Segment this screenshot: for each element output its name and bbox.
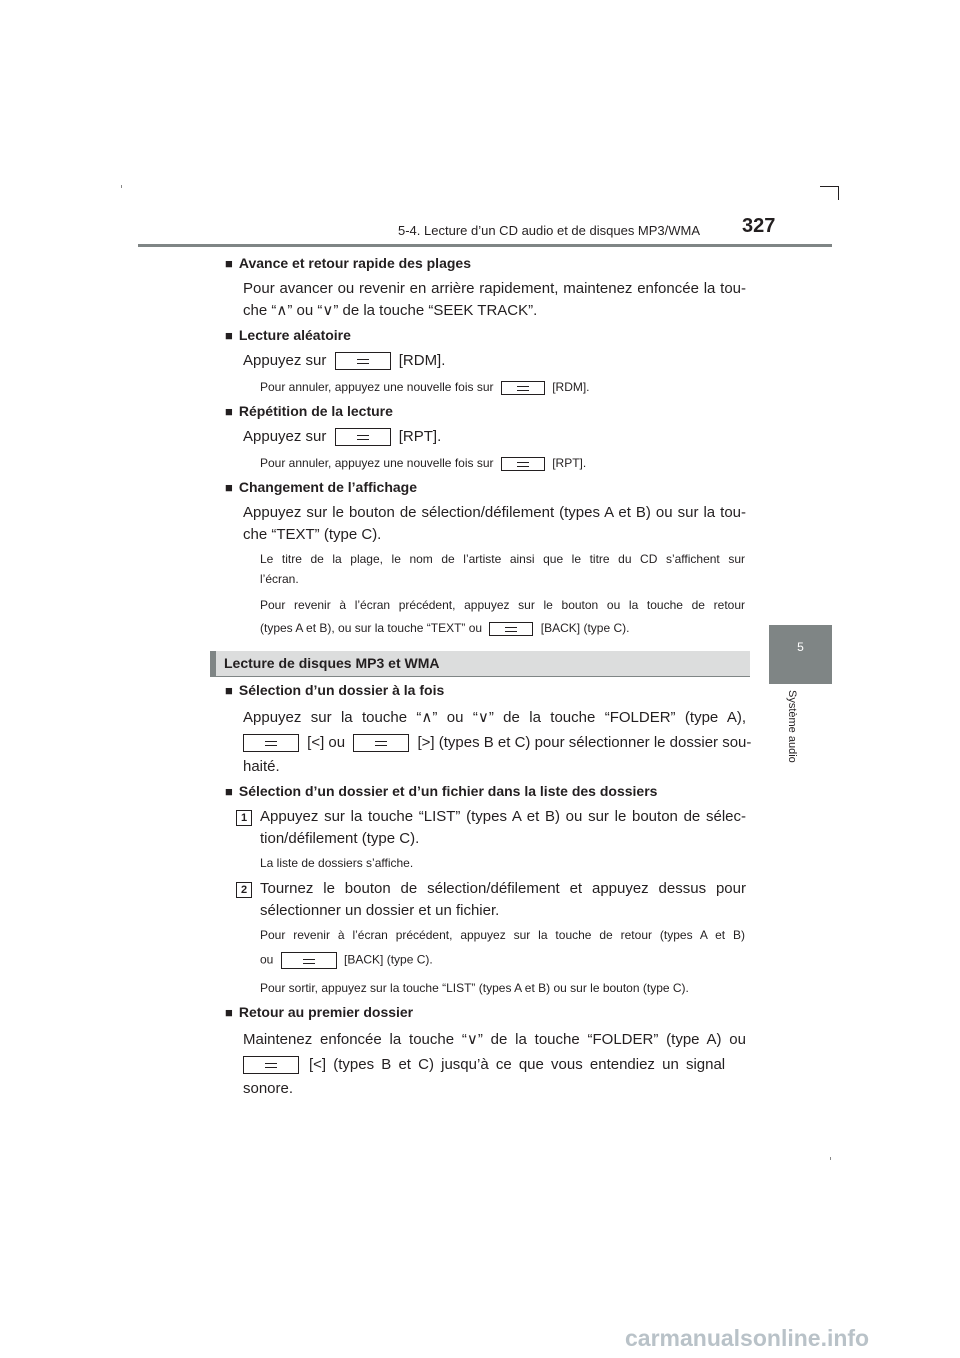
paragraph-line: sonore. xyxy=(243,1080,294,1097)
bullet-square-icon: ■ xyxy=(225,480,233,495)
back-button-icon xyxy=(489,622,533,636)
heading-fast-forward xyxy=(225,255,471,271)
section-title: 5-4. Lecture d’un CD audio et de disques MP3/WMA xyxy=(398,223,701,238)
prev-button-icon xyxy=(243,1056,299,1074)
note-suffix: [RDM]. xyxy=(552,380,590,394)
page-number: 327 xyxy=(742,215,776,237)
note-prefix: ou xyxy=(260,952,274,967)
section-banner-accent xyxy=(210,651,216,676)
chapter-title: Système audio xyxy=(786,690,798,763)
chapter-tab xyxy=(769,625,832,684)
paragraph-line: Appuyez sur la touche “LIST” (types A et B) ou sur le bouton de sélec- xyxy=(260,808,746,825)
note-line: Pour sortir, appuyez sur la touche “LIST” (types A et B) ou sur le bouton (type C). xyxy=(260,981,689,995)
paragraph-line: che “TEXT” (type C). xyxy=(243,526,382,543)
bullet-square-icon: ■ xyxy=(225,1005,233,1020)
paragraph-line: haité. xyxy=(243,758,280,775)
prev-button-icon xyxy=(243,734,299,752)
heading-text: Sélection d’un dossier et d’un fichier dans la liste des dossiers xyxy=(238,783,658,799)
press-suffix: [RDM]. xyxy=(398,352,446,369)
text-fragment: [>] (types B et C) pour sélectionner le dossier sou- xyxy=(417,734,752,751)
bullet-square-icon: ■ xyxy=(225,404,233,419)
note-line: l’écran. xyxy=(260,572,299,586)
paragraph-line: che “∧” ou “∨” de la touche “SEEK TRACK”. xyxy=(243,302,538,319)
heading-text: Avance et retour rapide des plages xyxy=(238,255,471,271)
heading-folder-file xyxy=(225,783,657,799)
press-suffix: [RPT]. xyxy=(398,428,442,445)
note-line: Pour revenir à l’écran précédent, appuyez sur la touche de retour (types A et B) xyxy=(260,928,745,942)
paragraph-line: Tournez le bouton de sélection/défilement et appuyez dessus pour xyxy=(260,880,746,897)
note-suffix: [RPT]. xyxy=(552,456,587,470)
chapter-number: 5 xyxy=(797,640,804,654)
paragraph-line: Appuyez sur le bouton de sélection/défilement (types A et B) ou sur la tou- xyxy=(243,504,746,521)
note-line-back xyxy=(260,952,433,969)
heading-text: Retour au premier dossier xyxy=(238,1004,414,1020)
chapter-title-wrap xyxy=(784,690,804,780)
heading-random xyxy=(225,327,351,343)
section-banner-title: Lecture de disques MP3 et WMA xyxy=(224,655,440,671)
press-line-random xyxy=(243,352,445,370)
text-fragment: [<] ou xyxy=(307,734,346,751)
note-line-back xyxy=(260,621,629,636)
crop-dot xyxy=(830,1157,831,1160)
section-banner-rule xyxy=(210,676,750,677)
press-prefix: Appuyez sur xyxy=(243,352,327,369)
bullet-square-icon: ■ xyxy=(225,328,233,343)
note-prefix: Pour annuler, appuyez une nouvelle fois sur xyxy=(260,456,494,470)
header-rule xyxy=(138,244,832,247)
paragraph-line-buttons xyxy=(243,734,751,752)
paragraph-line: sélectionner un dossier et un fichier. xyxy=(260,902,500,919)
note-prefix: Pour annuler, appuyez une nouvelle fois sur xyxy=(260,380,494,394)
next-button-icon xyxy=(353,734,409,752)
watermark: carmanualsonline.info xyxy=(625,1325,870,1351)
press-prefix: Appuyez sur xyxy=(243,428,327,445)
paragraph-line-button xyxy=(243,1056,746,1074)
step-number: 1 xyxy=(236,810,252,826)
note-line: Le titre de la plage, le nom de l’artiste ainsi que le titre du CD s’affichent sur xyxy=(260,552,745,566)
note-line: La liste de dossiers s’affiche. xyxy=(260,856,414,870)
heading-display xyxy=(225,479,417,495)
heading-text: Changement de l’affichage xyxy=(238,479,418,495)
note-random xyxy=(260,380,590,395)
heading-text: Lecture aléatoire xyxy=(238,327,351,343)
paragraph-line: Maintenez enfoncée la touche “∨” de la touche “FOLDER” (type A) ou xyxy=(243,1031,746,1048)
heading-folder xyxy=(225,682,444,698)
bullet-square-icon: ■ xyxy=(225,784,233,799)
back-button-icon xyxy=(281,952,337,969)
crop-mark-vertical xyxy=(838,186,839,200)
bullet-square-icon: ■ xyxy=(225,256,233,271)
rpt-button-icon xyxy=(335,428,391,446)
note-prefix: (types A et B), ou sur la touche “TEXT” ou xyxy=(260,621,483,635)
paragraph-line: Pour avancer ou revenir en arrière rapidement, maintenez enfoncée la tou- xyxy=(243,280,746,297)
bullet-square-icon: ■ xyxy=(225,683,233,698)
note-line: Pour revenir à l’écran précédent, appuyez sur le bouton ou la touche de retour xyxy=(260,598,745,612)
paragraph-line: tion/défilement (type C). xyxy=(260,830,420,847)
rdm-button-icon xyxy=(335,352,391,370)
heading-repeat xyxy=(225,403,393,419)
note-repeat xyxy=(260,456,586,471)
crop-dot xyxy=(121,185,122,188)
text-fragment: [<] (types B et C) jusqu’à ce que vous entendiez un signal xyxy=(309,1056,726,1073)
heading-text: Répétition de la lecture xyxy=(238,403,393,419)
heading-first-folder xyxy=(225,1004,413,1020)
heading-text: Sélection d’un dossier à la fois xyxy=(238,682,445,698)
rdm-button-icon xyxy=(501,381,545,395)
crop-mark-horizontal xyxy=(820,186,839,187)
note-suffix: [BACK] (type C). xyxy=(344,952,433,967)
note-suffix: [BACK] (type C). xyxy=(540,621,630,635)
step-number: 2 xyxy=(236,882,252,898)
paragraph-line: Appuyez sur la touche “∧” ou “∨” de la touche “FOLDER” (type A), xyxy=(243,709,746,726)
press-line-repeat xyxy=(243,428,441,446)
rpt-button-icon xyxy=(501,457,545,471)
